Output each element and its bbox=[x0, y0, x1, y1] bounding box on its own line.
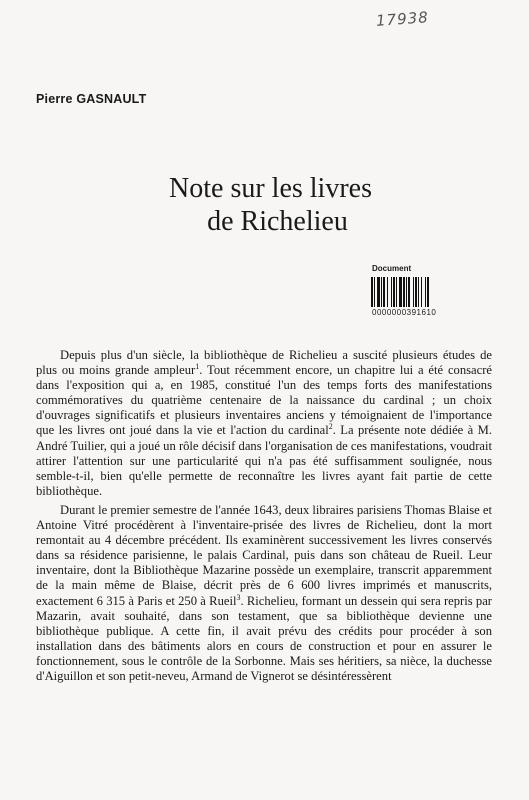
author-name: Pierre GASNAULT bbox=[36, 92, 147, 106]
title-line-1: Note sur les livres bbox=[169, 173, 372, 204]
paragraph bbox=[36, 348, 492, 499]
footnote-ref: 2 bbox=[328, 422, 333, 432]
document-stamp bbox=[371, 264, 461, 318]
paragraph-text: . La présente note dédiée à M. André Tuilier, qui a joué un rôle décisif dans l'organisation de ces manifestations, voudrait attirer l'attention sur une particularité qui n'a pas été suffisamment soulignée, nous semble-t-il, bien qu'elle permette de reconnaître les livres ayant fait partie de cette bibliothèque. bbox=[36, 423, 492, 498]
paragraph bbox=[36, 503, 492, 684]
page-title bbox=[0, 172, 529, 238]
footnote-ref: 1 bbox=[195, 361, 200, 371]
handwritten-number: 17938 bbox=[375, 8, 430, 30]
barcode bbox=[371, 277, 459, 307]
paragraph-text: Durant le premier semestre de l'année 1643, deux libraires parisiens Thomas Blaise et Antoine Vitré procédèrent à l'inventaire-prisée des livres de Richelieu, dont la mort remontait au 4 décembre précédent. Ils examinèrent successivement les livres conservés dans sa résidence parisienne, le palais Cardinal, puis dans son château de Rueil. Leur inventaire, dont la Bibliothèque Mazarine possède un exemplaire, transcrit apparemment de la main même de Blaise, décrit près de 6 600 livres imprimés et manuscrits, exactement 6 315 à Paris et 250 à Rueil bbox=[36, 502, 492, 608]
footnote-ref: 3 bbox=[236, 592, 241, 602]
barcode-stripe bbox=[429, 277, 430, 307]
paragraph-text: Depuis plus d'un siècle, la bibliothèque de Richelieu a suscité plusieurs études de plus ou moins grande ampleur bbox=[36, 348, 492, 378]
paragraph-text: . Richelieu, formant un dessein qui sera repris par Mazarin, avait souhaité, dans son testament, que sa bibliothèque devienne une bibliothèque publique. A cette fin, il avait prévu des crédits pour procéder à son installation dans des bâtiments alors en cours de construction et pour en assurer le fonctionnement, sous le contrôle de la Sorbonne. Mais ses héritiers, sa nièce, la duchesse d'Aiguillon et son petit-neveu, Armand de Vignerot se désintéressèrent bbox=[36, 593, 492, 683]
body-text bbox=[36, 348, 492, 688]
stamp-number: 0000000391610 bbox=[372, 308, 437, 317]
paragraph-text: . Tout récemment encore, un chapitre lui a été consacré dans l'exposition qui a, en 1985, constitué l'un des temps forts des manifestations commémoratives du quatrième centenaire de la naissance du cardinal ; un choix d'ouvrages significatifs et plusieurs inventaires anciens y témoignaient de l'importance que les livres ont joué dans la vie et l'action du cardinal bbox=[36, 363, 492, 438]
title-line-2: de Richelieu bbox=[207, 206, 348, 237]
stamp-label: Document bbox=[372, 264, 412, 273]
